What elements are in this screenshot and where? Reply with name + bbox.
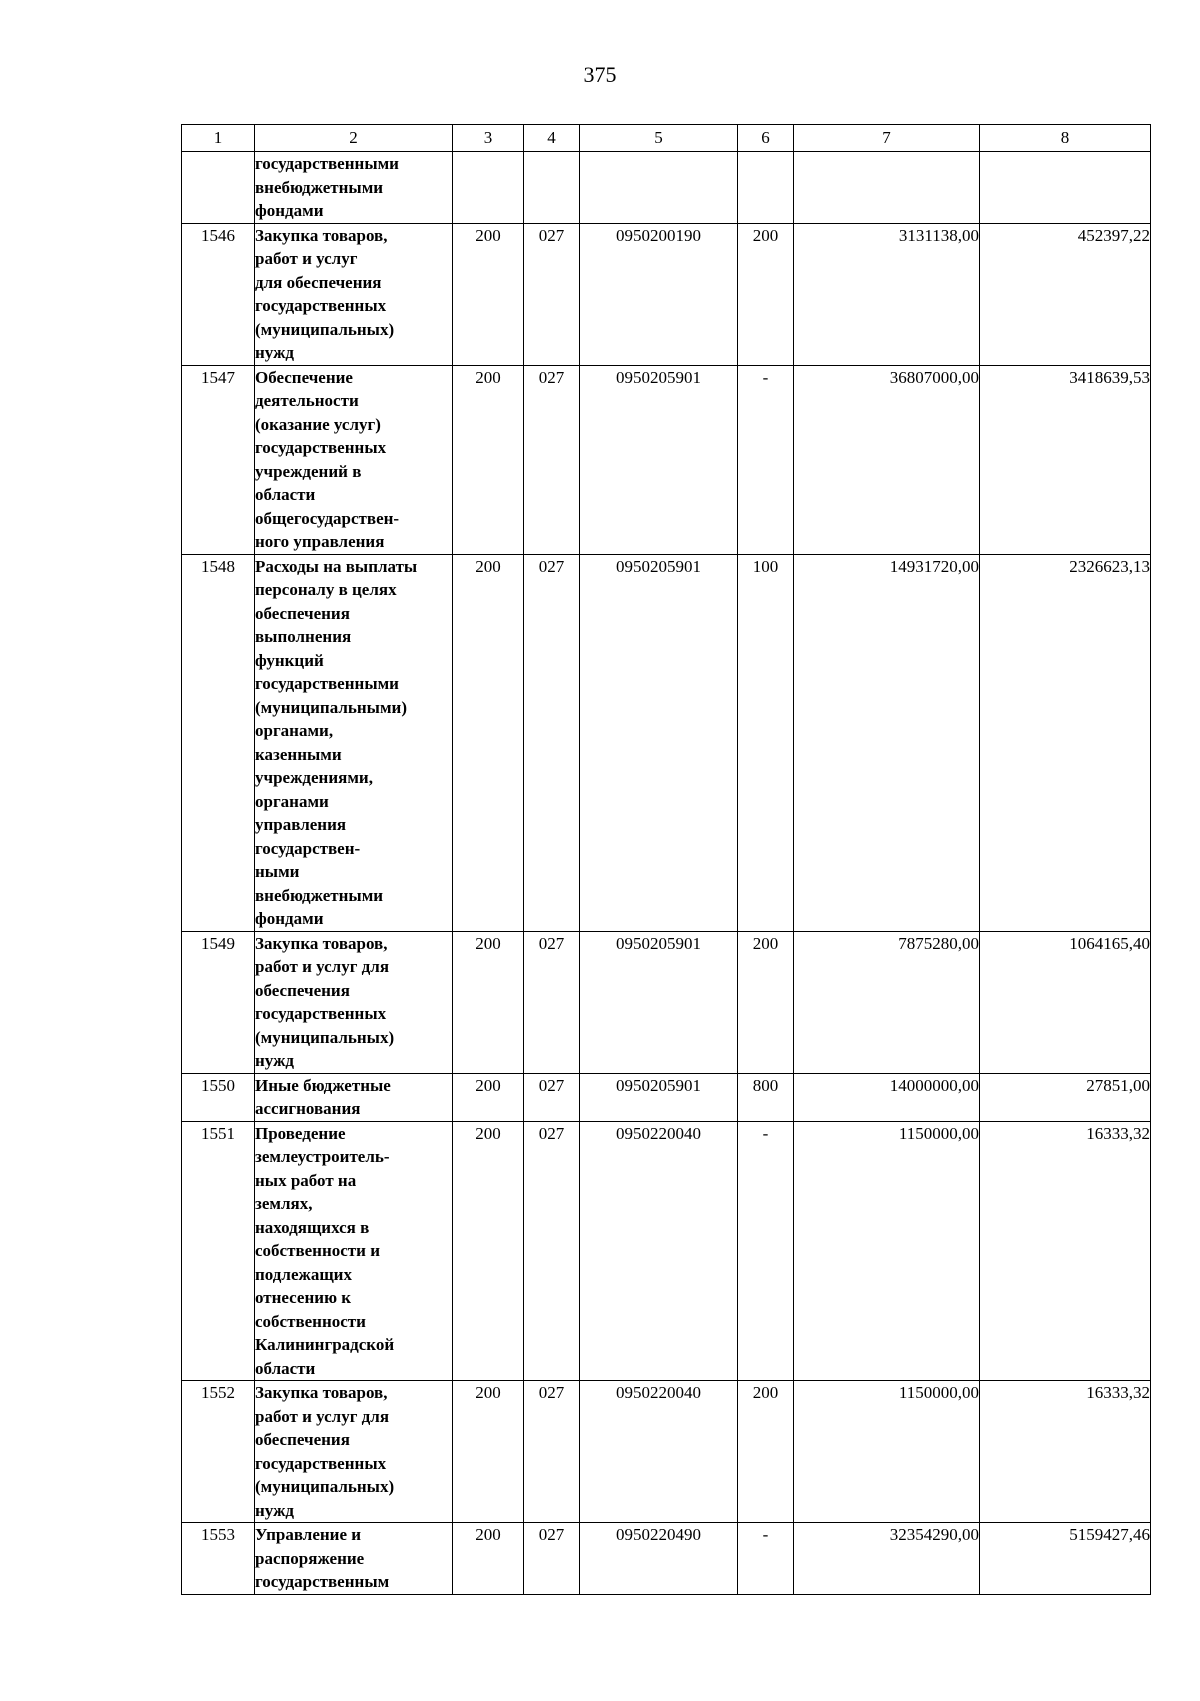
table-header-row [182,125,1151,152]
row-col-3: 200 [453,554,524,931]
row-col-7: 36807000,00 [794,365,980,554]
row-col-8: 452397,22 [980,223,1151,365]
row-col-4: 027 [524,365,580,554]
table-row [182,1381,1151,1523]
row-number [182,152,255,224]
row-col-8: 16333,32 [980,1121,1151,1381]
row-col-3: 200 [453,1523,524,1595]
row-name: Расходы на выплаты персоналу в целях обеспечения выполнения функций государственными (муниципальными) органами, казенными учреждениями, органами управления государствен- ными внебюджетными фондами [255,554,453,931]
row-number: 1552 [182,1381,255,1523]
row-col-6: 200 [738,223,794,365]
row-col-6 [738,152,794,224]
row-col-7 [794,152,980,224]
row-col-5: 0950205901 [580,1073,738,1121]
row-col-8: 3418639,53 [980,365,1151,554]
row-col-3: 200 [453,1073,524,1121]
row-number: 1546 [182,223,255,365]
row-col-3: 200 [453,931,524,1073]
header-col-1: 1 [182,125,255,152]
row-col-8: 2326623,13 [980,554,1151,931]
row-col-6: 800 [738,1073,794,1121]
table-row [182,931,1151,1073]
row-col-6: - [738,1523,794,1595]
row-col-6: - [738,365,794,554]
row-number: 1549 [182,931,255,1073]
row-number: 1553 [182,1523,255,1595]
row-col-3: 200 [453,1121,524,1381]
row-col-4: 027 [524,1523,580,1595]
row-col-6: 200 [738,931,794,1073]
row-name: Управление и распоряжение государственным [255,1523,453,1595]
table-row [182,223,1151,365]
row-col-5: 0950220040 [580,1121,738,1381]
row-col-6: 100 [738,554,794,931]
row-col-5: 0950200190 [580,223,738,365]
header-col-4: 4 [524,125,580,152]
row-col-8 [980,152,1151,224]
row-col-4 [524,152,580,224]
header-col-3: 3 [453,125,524,152]
row-col-7: 14931720,00 [794,554,980,931]
header-col-5: 5 [580,125,738,152]
row-col-8: 16333,32 [980,1381,1151,1523]
row-col-7: 7875280,00 [794,931,980,1073]
table-row [182,1121,1151,1381]
row-col-4: 027 [524,554,580,931]
row-col-4: 027 [524,1073,580,1121]
header-col-7: 7 [794,125,980,152]
page-number: 375 [583,62,617,87]
table-row [182,365,1151,554]
row-col-3: 200 [453,365,524,554]
row-col-4: 027 [524,931,580,1073]
row-col-4: 027 [524,1381,580,1523]
row-col-5: 0950220490 [580,1523,738,1595]
row-col-7: 14000000,00 [794,1073,980,1121]
row-name: Обеспечение деятельности (оказание услуг) государственных учреждений в области общегосударствен- ного управления [255,365,453,554]
row-col-7: 32354290,00 [794,1523,980,1595]
row-name: Закупка товаров, работ и услуг для обеспечения государственных (муниципальных) нужд [255,223,453,365]
row-name: Иные бюджетные ассигнования [255,1073,453,1121]
row-col-5: 0950205901 [580,554,738,931]
row-col-3: 200 [453,1381,524,1523]
row-col-5 [580,152,738,224]
header-col-8: 8 [980,125,1151,152]
row-number: 1547 [182,365,255,554]
table-row [182,1073,1151,1121]
row-col-8: 1064165,40 [980,931,1151,1073]
row-col-3: 200 [453,223,524,365]
row-name: Закупка товаров, работ и услуг для обеспечения государственных (муниципальных) нужд [255,931,453,1073]
row-col-6: 200 [738,1381,794,1523]
table-row [182,554,1151,931]
row-name: государственными внебюджетными фондами [255,152,453,224]
row-col-3 [453,152,524,224]
row-col-7: 3131138,00 [794,223,980,365]
row-col-7: 1150000,00 [794,1381,980,1523]
row-col-8: 27851,00 [980,1073,1151,1121]
row-col-7: 1150000,00 [794,1121,980,1381]
row-number: 1550 [182,1073,255,1121]
row-number: 1548 [182,554,255,931]
row-col-5: 0950205901 [580,365,738,554]
row-col-4: 027 [524,1121,580,1381]
row-name: Закупка товаров, работ и услуг для обеспечения государственных (муниципальных) нужд [255,1381,453,1523]
row-col-4: 027 [524,223,580,365]
header-col-2: 2 [255,125,453,152]
table-row [182,152,1151,224]
row-col-5: 0950220040 [580,1381,738,1523]
row-col-5: 0950205901 [580,931,738,1073]
row-col-8: 5159427,46 [980,1523,1151,1595]
table-row [182,1523,1151,1595]
header-col-6: 6 [738,125,794,152]
budget-table [181,124,1151,1595]
row-col-6: - [738,1121,794,1381]
row-number: 1551 [182,1121,255,1381]
row-name: Проведение землеустроитель- ных работ на землях, находящихся в собственности и подлежащих отнесению к собственности Калининградской области [255,1121,453,1381]
